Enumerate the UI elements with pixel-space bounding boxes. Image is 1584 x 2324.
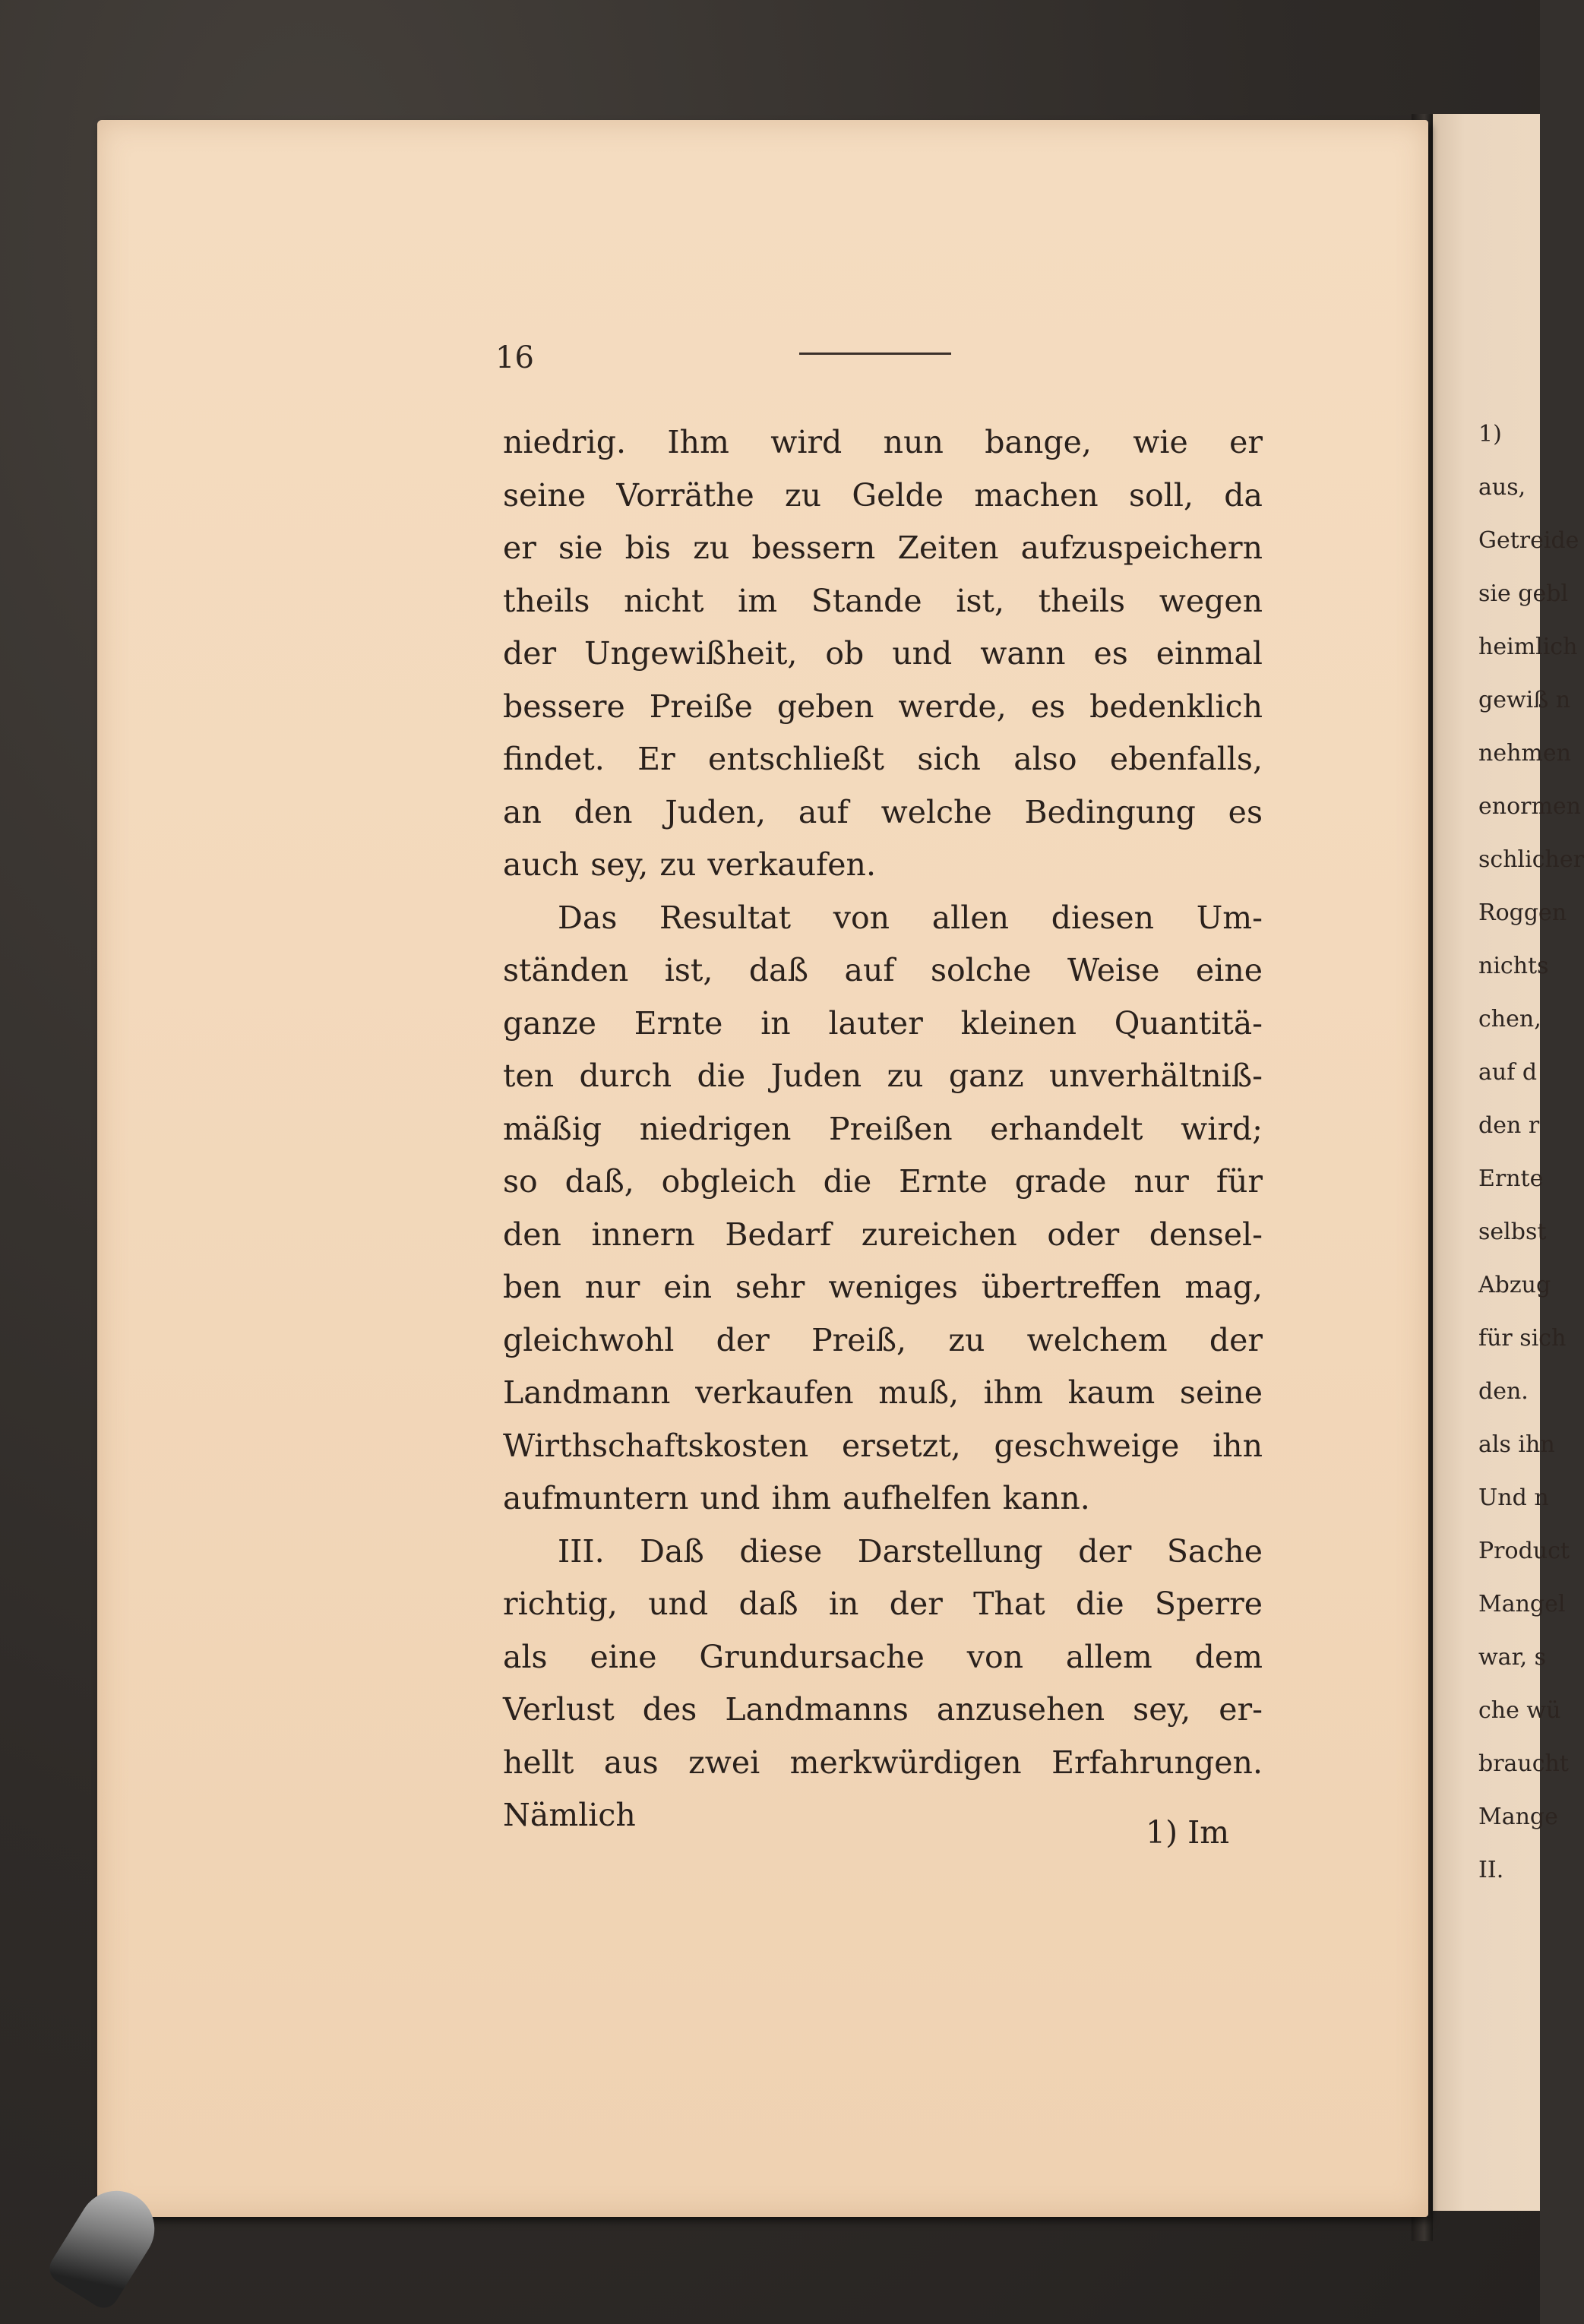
text-line: Wirthschaftskosten ersetzt, geschweige ihn	[503, 1427, 1263, 1464]
text-line: gleichwohl der Preiß, zu welchem der	[503, 1321, 1263, 1358]
text-line: Verlust des Landmanns anzusehen sey, er-	[503, 1691, 1263, 1728]
text-line: ständen ist, daß auf solche Weise eine	[503, 952, 1263, 988]
facing-page-text: chen,	[1478, 1006, 1541, 1032]
facing-page-text: selbst	[1478, 1219, 1547, 1245]
facing-page	[1433, 114, 1584, 2211]
text-line: niedrig. Ihm wird nun bange, wie er	[503, 424, 1263, 460]
text-line: Nämlich	[503, 1797, 636, 1833]
facing-page-text: heimlich	[1478, 634, 1578, 660]
header-rule	[799, 353, 951, 355]
text-line: auch sey, zu verkaufen.	[503, 846, 876, 883]
text-line: als eine Grundursache von allem dem	[503, 1638, 1263, 1675]
facing-page-text: Roggen	[1478, 900, 1567, 926]
text-line: aufmuntern und ihm aufhelfen kann.	[503, 1480, 1090, 1516]
text-line: theils nicht im Stande ist, theils wegen	[503, 582, 1263, 619]
facing-page-text: aus,	[1478, 474, 1526, 501]
facing-page-text: nehmen	[1478, 740, 1571, 767]
text-line: seine Vorräthe zu Gelde machen soll, da	[503, 476, 1263, 514]
text-line: richtig, und daß in der That die Sperre	[503, 1586, 1263, 1622]
text-line: ben nur ein sehr weniges übertreffen mag,	[503, 1269, 1263, 1305]
facing-page-text: schlicher	[1478, 846, 1584, 873]
text-line: den innern Bedarf zureichen oder densel-	[503, 1216, 1263, 1253]
facing-page-text: Mange	[1478, 1804, 1558, 1830]
text-line: an den Juden, auf welche Bedingung es	[503, 793, 1263, 830]
facing-page-text: Mangel	[1478, 1591, 1566, 1617]
facing-page-text: auf d	[1478, 1059, 1538, 1086]
facing-page-text: Abzug	[1478, 1272, 1551, 1298]
facing-page-text: den.	[1478, 1378, 1529, 1405]
facing-page-text: Und n	[1478, 1485, 1549, 1511]
facing-page-text: 1)	[1478, 421, 1502, 447]
text-line: Das Resultat von allen diesen Um-	[558, 899, 1263, 936]
facing-page-text: nichts	[1478, 953, 1549, 979]
text-line: mäßig niedrigen Preißen erhandelt wird;	[503, 1110, 1263, 1147]
page-number: 16	[495, 340, 534, 375]
text-line: er sie bis zu bessern Zeiten aufzuspeichern	[503, 530, 1263, 566]
facing-page-text: Ernte	[1478, 1165, 1544, 1192]
facing-page-text: braucht	[1478, 1750, 1569, 1777]
facing-page-text: enormen	[1478, 793, 1581, 820]
text-line: bessere Preiße geben werde, es bedenklich	[503, 688, 1263, 725]
facing-page-text: II.	[1478, 1857, 1504, 1883]
facing-page-text: war, s	[1478, 1644, 1547, 1671]
facing-page-text: sie gebl	[1478, 580, 1569, 607]
text-line: Landmann verkaufen muß, ihm kaum seine	[503, 1374, 1263, 1411]
facing-page-text: Product	[1478, 1538, 1570, 1564]
text-line: ten durch die Juden zu ganz unverhältniß-	[503, 1058, 1263, 1094]
text-line: der Ungewißheit, ob und wann es einmal	[503, 635, 1263, 672]
facing-page-text: für sich	[1478, 1325, 1567, 1352]
facing-page-text: Getreide	[1478, 527, 1579, 554]
body-text	[503, 416, 1263, 1842]
catchword: 1) Im	[1146, 1814, 1230, 1851]
facing-page-text: gewiß n	[1478, 687, 1571, 713]
text-line: so daß, obgleich die Ernte grade nur für	[503, 1163, 1263, 1200]
text-line: findet. Er entschließt sich also ebenfalls,	[503, 741, 1263, 777]
facing-page-text: che wü	[1478, 1697, 1561, 1724]
facing-page-text: den r	[1478, 1112, 1540, 1139]
facing-page-text: als ihn	[1478, 1431, 1555, 1458]
text-line: III. Daß diese Darstellung der Sache	[558, 1532, 1263, 1570]
text-line: hellt aus zwei merkwürdigen Erfahrungen.	[503, 1744, 1263, 1781]
text-line: ganze Ernte in lauter kleinen Quantitä-	[503, 1004, 1263, 1042]
